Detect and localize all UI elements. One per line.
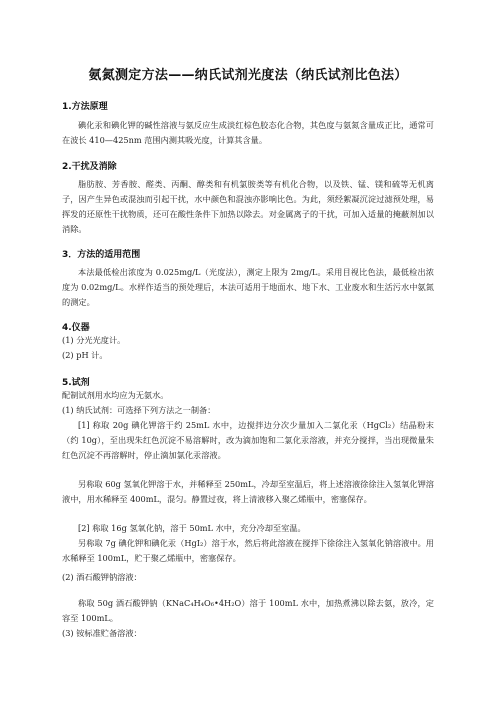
reagent-paragraph-5: 称取 50g 酒石酸钾钠（KNaC₄H₄O₆•4H₂O）溶于 100mL 水中，加热煮沸以除去氨，放冷，定容至 100mL。 (62, 598, 434, 623)
instrument-item: (2) pH 计。 (62, 350, 108, 360)
reagent-paragraph-2: 另称取 60g 氢氧化钾溶于水，并稀释至 250mL，冷却至室温后，将上述溶液徐徐注入氢氧化钾溶液中，用水稀释至 400mL，混匀。静置过夜，将上清液移入聚乙烯瓶中，密塞保存。 (62, 479, 434, 504)
section-2-text: 脂肪胺、芳香胺、醛类、丙酮、醇类和有机氯胺类等有机化合物，以及铁、锰、镁和硫等无机离子，因产生异色或混浊而引起干扰，水中颜色和混浊亦影响比色。为此，须经絮凝沉淀过滤预处理，易挥发的还原性干扰物质，还可在酸性条件下加热以除去。对金属离子的干扰，可加入适量的掩蔽剂加以消除。 (62, 179, 434, 234)
section-5-heading: 5.试剂 (62, 378, 90, 388)
reagent-item-2: (2) 酒石酸钾钠溶液： (62, 572, 142, 582)
reagent-intro: 配制试剂用水均应为无氨水。 (62, 390, 169, 400)
section-2-heading: 2.干扰及消除 (62, 162, 117, 172)
section-1-heading: 1.方法原理 (62, 102, 108, 112)
section-3-text: 本法最低检出浓度为 0.025mg/L（光度法），测定上限为 2mg/L。采用目视比色法，最低检出浓度为 0.02mg/L。水样作适当的预处理后，本法可适用于地面水、地下水、工业废水和生活污水中氨氮的测定。 (62, 267, 434, 307)
reagent-paragraph-3: [2] 称取 16g 氢氧化钠，溶于 50mL 水中，充分冷却至室温。 (78, 523, 306, 533)
section-3-heading: 3．方法的适用范围 (62, 250, 141, 260)
section-1-text: 碘化汞和碘化钾的碱性溶液与氨反应生成淡红棕色胶态化合物，其色度与氨氮含量成正比，通常可在波长 410—425nm 范围内测其吸光度，计算其含量。 (62, 120, 434, 145)
document-title: 氨氮测定方法——纳氏试剂光度法（纳氏试剂比色法） (88, 68, 408, 83)
reagent-item-3: (3) 铵标准贮备溶液： (62, 628, 142, 638)
reagent-paragraph-4: 另称取 7g 碘化钾和碘化汞（HgI₂）溶于水，然后将此溶液在搅拌下徐徐注入氢氧化钠溶液中。用水稀释至 100mL，贮于聚乙烯瓶中，密塞保存。 (62, 538, 434, 563)
section-4-heading: 4.仪器 (62, 323, 90, 333)
reagent-paragraph-1: [1] 称取 20g 碘化钾溶于约 25mL 水中，边搅拌边分次少量加入二氯化汞（HgCl₂）结晶粉末（约 10g），至出现朱红色沉淀不易溶解时，改为滴加饱和二氯化汞溶液，并充分搅拌，当出现微量朱红色沉淀不再溶解时，停止滴加氯化汞溶液。 (62, 420, 434, 460)
instrument-item: (1) 分光光度计。 (62, 335, 126, 345)
reagent-item-1: (1) 纳氏试剂：可选择下列方法之一制备： (62, 405, 216, 415)
